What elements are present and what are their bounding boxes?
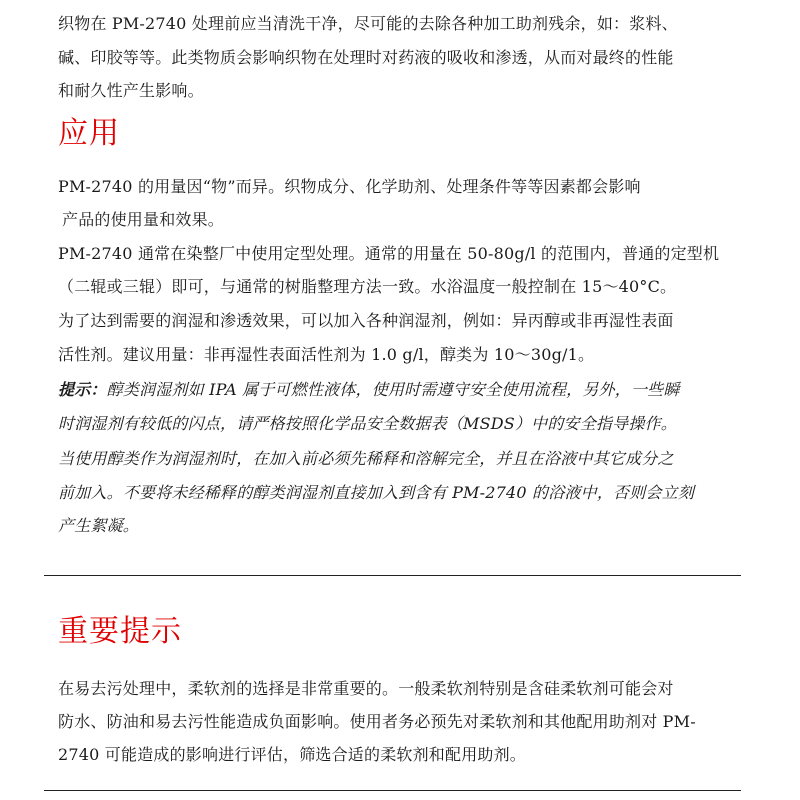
application-note-line-5: 产生絮凝。 (58, 516, 140, 535)
intro-line-2: 碱、印胶等等。此类物质会影响织物在处理时对药液的吸收和渗透，从而对最终的性能 (58, 48, 674, 67)
application-para2-line-2: （二辊或三辊）即可，与通常的树脂整理方法一致。水浴温度一般控制在 15～40°C。 (58, 277, 677, 296)
application-para1-line-1: PM-2740 的用量因“物”而异。织物成分、化学助剂、处理条件等等因素都会影响 (58, 177, 641, 196)
important-line-1: 在易去污处理中，柔软剂的选择是非常重要的。一般柔软剂特别是含硅柔软剂可能会对 (58, 679, 674, 698)
section-divider (44, 575, 741, 576)
application-para2-line-1: PM-2740 通常在染整厂中使用定型处理。通常的用量在 50-80g/l 的范围内，普通的定型机 (58, 244, 720, 263)
application-para2-line-4: 活性剂。建议用量：非再湿性表面活性剂为 1.0 g/l，醇类为 10～30g/1。 (58, 345, 595, 364)
application-note-line-3: 当使用醇类作为润湿剂时，在加入前必须先稀释和溶解完全，并且在浴液中其它成分之 (58, 449, 674, 468)
application-para2-line-3: 为了达到需要的润湿和渗透效果，可以加入各种润湿剂，例如：异丙醇或非再湿性表面 (58, 311, 674, 330)
intro-line-1: 织物在 PM-2740 处理前应当清洗干净，尽可能的去除各种加工助剂残余，如：浆料、 (58, 14, 678, 33)
note-label: 提示： (58, 380, 107, 399)
application-para1-line-2: 产品的使用量和效果。 (62, 210, 225, 229)
application-note-line-4: 前加入。不要将未经稀释的醇类润湿剂直接加入到含有 PM-2740 的浴液中，否则会立刻 (58, 483, 695, 502)
application-heading: 应用 (58, 116, 120, 151)
important-line-2: 防水、防油和易去污性能造成负面影响。使用者务必预先对柔软剂和其他配用助剂对 PM- (58, 712, 696, 731)
note-first-text: 醇类润湿剂如 IPA 属于可燃性液体，使用时需遵守安全使用流程，另外，一些瞬 (106, 380, 680, 399)
important-heading: 重要提示 (58, 614, 182, 649)
application-note-line-1 (58, 380, 680, 400)
important-line-3: 2740 可能造成的影响进行评估，筛选合适的柔软剂和配用助剂。 (58, 745, 527, 764)
application-note-line-2: 时润湿剂有较低的闪点，请严格按照化学品安全数据表（MSDS）中的安全指导操作。 (58, 414, 677, 433)
intro-line-3: 和耐久性产生影响。 (58, 81, 204, 100)
bottom-divider (44, 790, 741, 791)
